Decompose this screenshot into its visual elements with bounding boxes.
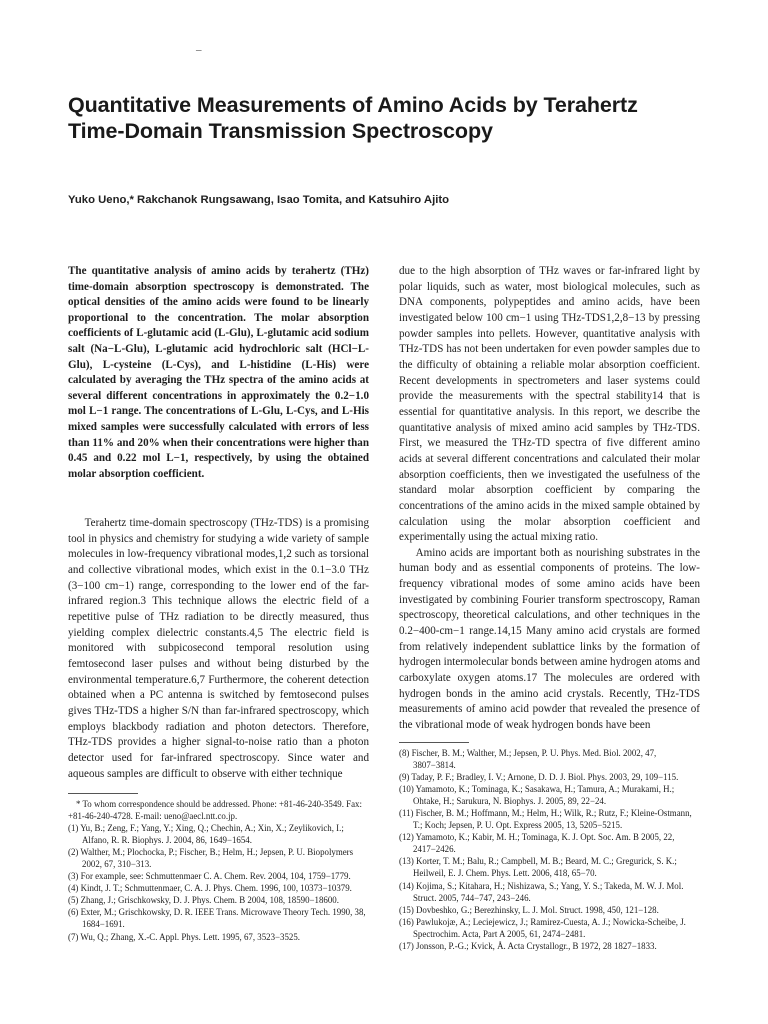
reference-item: (6) Exter, M.; Grischkowsky, D. R. IEEE Trans. Microwave Theory Tech. 1990, 38, 1684−1691. xyxy=(68,907,366,930)
abstract: The quantitative analysis of amino acids by terahertz (THz) time-domain absorption spectroscopy is demonstrated. The optical densities of the amino acids were found to be linearly proportional to the concentration. The molar absorption coefficients of L-glutamic acid (L-Glu), L-glutamic acid sodium salt (Na−L-Glu), L-glutamic acid hydrochloric salt (HCl−L-Glu), L-cysteine (L-Cys), and L-histidine (L-His) were calculated by averaging the THz spectra of the amino acids at several different concentrations in approximately the 0.2−1.0 mol L−1 range. The concentrations of L-Glu, L-Cys, and L-His mixed samples were successfully calculated with errors of less than 11% and 20% when their concentrations were higher than 0.45 and 0.22 mol L−1, respectively, by using the obtained molar absorption coefficient. xyxy=(68,265,369,480)
author-list: Yuko Ueno,* Rakchanok Rungsawang, Isao Tomita, and Katsuhiro Ajito xyxy=(68,194,450,206)
reference-item: (1) Yu, B.; Zeng, F.; Yang, Y.; Xing, Q.; Chechin, A.; Xin, X.; Zeylikovich, I.; Alfano, R. R. Biophys. J. 2004, 86, 1649−1654. xyxy=(68,823,344,846)
reference-item: (14) Kojima, S.; Kitahara, H.; Nishizawa, S.; Yang, Y. S.; Takeda, M. W. J. Mol. Struct. 2005, 744−747, 243−246. xyxy=(399,880,684,903)
reference-item: (7) Wu, Q.; Zhang, X.-C. Appl. Phys. Lett. 1995, 67, 3523−3525. xyxy=(68,931,301,942)
footnotes-left xyxy=(68,798,369,943)
footnotes-right xyxy=(399,747,700,952)
amino-acids-paragraph: Amino acids are important both as nourishing substrates in the human body and as essential components of proteins. The low-frequency vibrational modes of some amino acids have been investigated by combining Fourier transform spectroscopy, Raman spectroscopy, theoretical calculations, and other techniques in the 0.2−400-cm−1 range.14,15 Many amino acid crystals are formed from relatively independent sublattice links by the formation of hydrogen intermolecular bonds between amine hydrogen atoms and carboxylate oxygen atoms.17 The molecules are ordered with hydrogen bonds in the amino acid crystals. Recently, THz-TDS measurements of amino acid powder that revealed the presence of the vibrational mode of weak hydrogen bonds have been xyxy=(399,546,700,732)
reference-item: (4) Kindt, J. T.; Schmuttenmaer, C. A. J. Phys. Chem. 1996, 100, 10373−10379. xyxy=(68,883,352,894)
reference-item: (10) Yamamoto, K.; Tominaga, K.; Sasakawa, H.; Tamura, A.; Murakami, H.; Ohtake, H.; Sarukura, N. Biophys. J. 2005, 89, 22−24. xyxy=(399,784,675,807)
header-mark: – xyxy=(196,44,202,56)
footnote-rule-right xyxy=(399,742,469,743)
reference-item: (8) Fischer, B. M.; Walther, M.; Jepsen, P. U. Phys. Med. Biol. 2002, 47, 3807−3814. xyxy=(399,748,657,771)
footnote-rule-left xyxy=(68,793,138,794)
reference-item: (13) Korter, T. M.; Balu, R.; Campbell, M. B.; Beard, M. C.; Gregurick, S. K.; Heilweil, E. J. Chem. Phys. Lett. 2006, 418, 65−70. xyxy=(399,856,677,879)
reference-item: (2) Walther, M.; Plochocka, P.; Fischer, B.; Helm, H.; Jepsen, P. U. Biopolymers 2002, 67, 310−313. xyxy=(68,847,354,870)
intro-paragraph: Terahertz time-domain spectroscopy (THz-TDS) is a promising tool in physics and chemistry for studying a wide variety of sample molecules in low-frequency vibrational modes,1,2 such as torsional and collective vibrational modes, which exist in the 0.1−3.0 THz (3−100 cm−1) range, corresponding to the lower end of the far-infrared region.3 This technique allows the electric field of a repetitive pulse of THz radiation to be directly measured, thus yielding complex dielectric constants.4,5 The electric field is monitored with subpicosecond temporal resolution using femtosecond laser pulses and without being disturbed by the environmental temperature.6,7 Furthermore, the coherent detection obtained when a PC antenna is switched by femtosecond pulses gives THz-TDS a higher S/N than far-infrared spectroscopy, which employs blackbody radiation and photon detectors. Therefore, THz-TDS provides a higher signal-to-noise ratio than a photon detector used for far-infrared spectroscopy. Since water and aqueous samples are difficult to observe with either technique xyxy=(68,517,369,780)
article-title: Quantitative Measurements of Amino Acids by Terahertz Time-Domain Transmission Spectroscopy xyxy=(68,93,638,143)
reference-item: (12) Yamamoto, K.; Kabir, M. H.; Tominaga, K. J. Opt. Soc. Am. B 2005, 22, 2417−2426. xyxy=(399,832,675,855)
reference-item: (17) Jonsson, P.-G.; Kvick, Å. Acta Crystallogr., B 1972, 28 1827−1833. xyxy=(399,940,657,951)
reference-item: (11) Fischer, B. M.; Hoffmann, M.; Helm, H.; Wilk, R.; Rutz, F.; Kleine-Ostmann, T.; Koch; Jepsen, P. U. Opt. Express 2005, 13, 5205−5215. xyxy=(399,808,692,831)
reference-item: (16) Pawlukojæ, A.; Leciejewicz, J.; Ramirez-Cuesta, A. J.; Nowicka-Scheibe, J. Spectrochim. Acta, Part A 2005, 61, 2474−2481. xyxy=(399,916,686,939)
body-text-left-column xyxy=(68,516,369,782)
body-text-right-column xyxy=(399,264,700,734)
reference-item: (15) Dovbeshko, G.; Berezhinsky, L. J. Mol. Struct. 1998, 450, 121−128. xyxy=(399,904,659,915)
intro-paragraph-continued: due to the high absorption of THz waves or far-infrared light by polar liquids, such as water, most biological molecules, such as DNA components, polypeptides and amino acids, have been investigated below 100 cm−1 using THz-TDS1,2,8−13 by pressing powder samples into pellets. However, quantitative analysis with THz-TDS has not been undertaken for even powder samples due to the difficulty of obtaining a reliable molar absorption coefficient. Recent developments in spectrometers and laser systems could provide the measurements with the spectral stability14 that is essential for quantitative analysis. In this report, we describe the quantitative analysis of mixed amino acid samples by THz-TDS. First, we measured the THz-TD spectra of five different amino acids at several different concentrations and calculated their molar absorption coefficients, then we investigated the usefulness of the standard molar absorption coefficient by comparing the concentrations of the amino acids in the mixed sample obtained by calculation using the molar absorption coefficient and experimentally using the actual mixing ratio. xyxy=(399,265,700,544)
correspondence-note: * To whom correspondence should be addressed. Phone: +81-46-240-3549. Fax: +81-46-240-4728. E-mail: ueno@aecl.ntt.co.jp. xyxy=(68,799,362,822)
reference-item: (5) Zhang, J.; Grischkowsky, D. J. Phys. Chem. B 2004, 108, 18590−18600. xyxy=(68,895,339,906)
reference-item: (3) For example, see: Schmuttenmaer C. A. Chem. Rev. 2004, 104, 1759−1779. xyxy=(68,871,351,882)
reference-item: (9) Taday, P. F.; Bradley, I. V.; Arnone, D. D. J. Biol. Phys. 2003, 29, 109−115. xyxy=(399,772,679,783)
